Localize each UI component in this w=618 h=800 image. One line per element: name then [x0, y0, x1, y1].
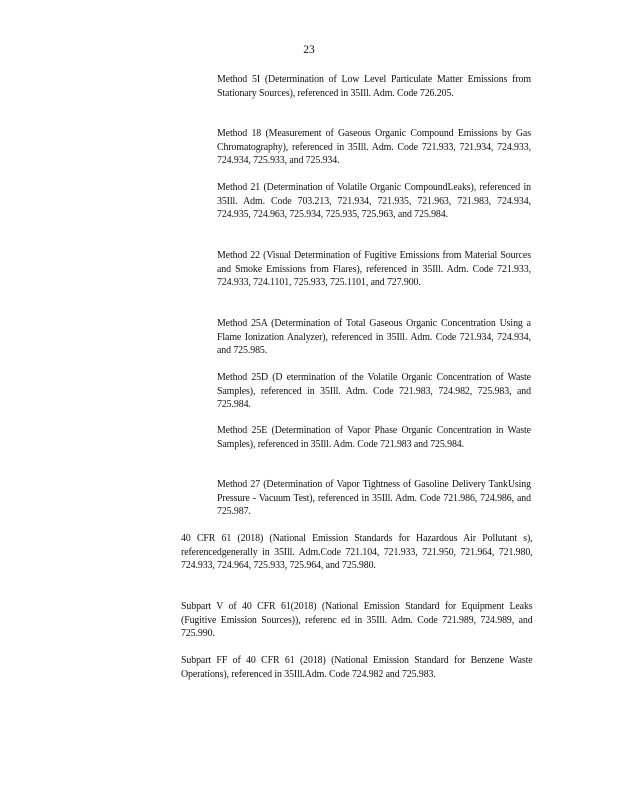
- subpart-v-entry: Subpart V of 40 CFR 61(2018) (National Emission Standard for Equipment Leaks (Fugitive Emission Sources)), referenc ed in 35Ill. Adm. Code 721.989, 724.989, and 725.990.: [181, 601, 533, 639]
- page-number: 23: [303, 44, 315, 56]
- cfr-61-entry: 40 CFR 61 (2018) (National Emission Standards for Hazardous Air Pollutant s), referencedgenerally in 35Ill. Adm.Code 721.104, 721.933, 721.950, 721.964, 721.980, 724.933, 724.964, 725.933, 725.964, and 725.980.: [181, 533, 533, 571]
- method-27-entry: Method 27 (Determination of Vapor Tightness of Gasoline Delivery TankUsing Pressure - Vacuum Test), referenced in 35Ill. Adm. Code 721.986, 724.986, and 725.987.: [217, 479, 531, 517]
- method-25d-entry: Method 25D (D etermination of the Volatile Organic Concentration of Waste Samples), referenced in 35Ill. Adm. Code 721.983, 724.982, 725.983, and 725.984.: [217, 372, 531, 410]
- method-5i-entry: Method 5I (Determination of Low Level Particulate Matter Emissions from Stationary Sources), referenced in 35Ill. Adm. Code 726.205.: [217, 74, 531, 99]
- method-22-entry: Method 22 (Visual Determination of Fugitive Emissions from Material Sources and Smoke Emissions from Flares), referenced in 35Ill. Adm. Code 721.933, 724.933, 724.1101, 725.933, 725.1101, and 727.900.: [217, 250, 531, 288]
- method-21-entry: Method 21 (Determination of Volatile Organic CompoundLeaks), referenced in 35Ill. Adm. Code 703.213, 721.934, 721.935, 721.963, 721.983, 724.934, 724.935, 724.963, 725.934, 725.935, 725.963, and 725.984.: [217, 182, 531, 220]
- method-25e-entry: Method 25E (Determination of Vapor Phase Organic Concentration in Waste Samples), referenced in 35Ill. Adm. Code 721.983 and 725.984.: [217, 425, 531, 450]
- subpart-ff-entry: Subpart FF of 40 CFR 61 (2018) (National Emission Standard for Benzene Waste Operations), referenced in 35Ill.Adm. Code 724.982 and 725.983.: [181, 655, 533, 680]
- method-18-entry: Method 18 (Measurement of Gaseous Organic Compound Emissions by Gas Chromatography), referenced in 35Ill. Adm. Code 721.933, 721.934, 724.933, 724.934, 725.933, and 725.934.: [217, 128, 531, 166]
- method-25a-entry: Method 25A (Determination of Total Gaseous Organic Concentration Using a Flame Ionization Analyzer), referenced in 35Ill. Adm. Code 721.934, 724.934, and 725.985.: [217, 318, 531, 356]
